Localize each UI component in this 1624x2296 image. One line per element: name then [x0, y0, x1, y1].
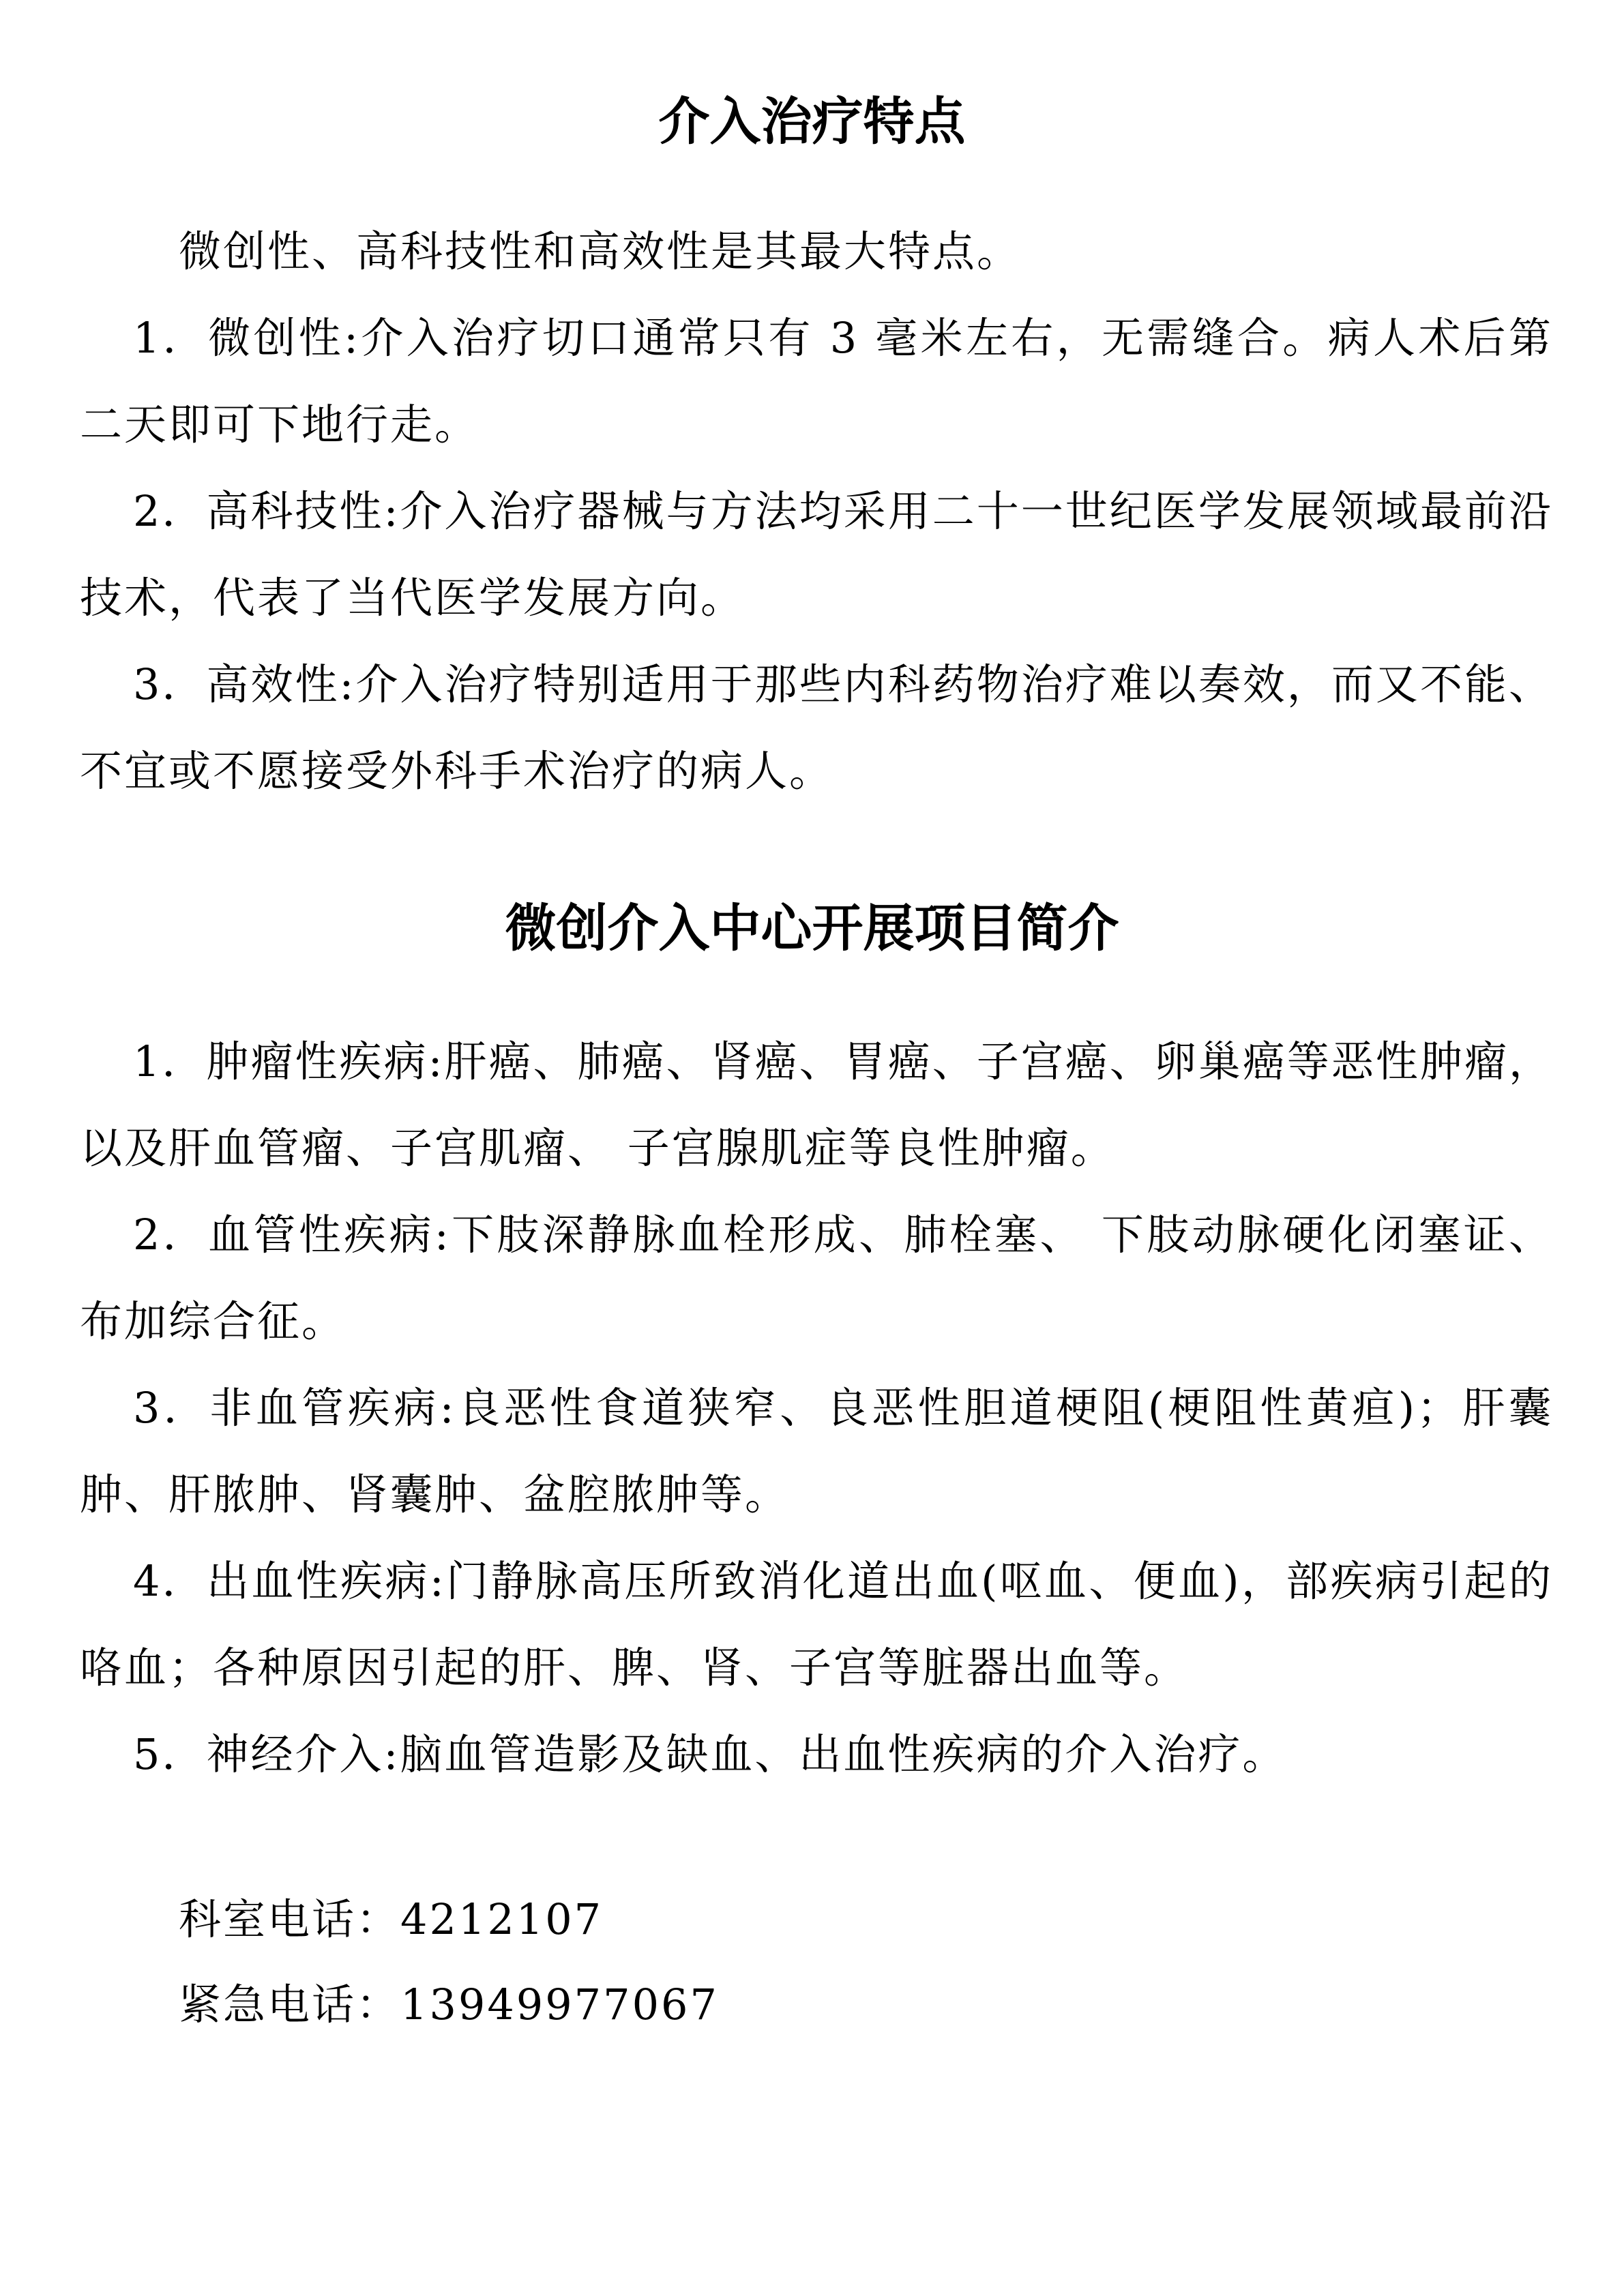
feature-item-high-tech: 2．高科技性:介入治疗器械与方法均采用二十一世纪医学发展领域最前沿技术，代表了当代医学发展方向。	[80, 486, 1553, 623]
project-item-hemorrhagic: 4．出血性疾病:门静脉高压所致消化道出血(呕血、便血)，部疾病引起的咯血；各种原因引起的肝、脾、肾、子宫等脏器出血等。	[80, 1556, 1553, 1693]
project-item-neuro: 5．神经介入:脑血管造影及缺血、出血性疾病的介入治疗。	[133, 1729, 1287, 1779]
project-item-tumor: 1．肿瘤性疾病:肝癌、肺癌、肾癌、胃癌、子宫癌、卵巢癌等恶性肿瘤，以及肝血管瘤、子宫肌瘤、 子宫腺肌症等良性肿瘤。	[80, 1037, 1553, 1173]
office-phone: 科室电话：4212107	[179, 1894, 604, 1944]
feature-item-minimally-invasive: 1．微创性:介入治疗切口通常只有 3 毫米左右，无需缝合。病人术后第二天即可下地行走。	[80, 313, 1553, 449]
feature-item-high-efficiency: 3．高效性:介入治疗特别适用于那些内科药物治疗难以奏效，而又不能、不宜或不愿接受外科手术治疗的病人。	[80, 659, 1553, 796]
section-title-projects: 微创介入中心开展项目简介	[505, 898, 1119, 958]
project-item-vascular: 2．血管性疾病:下肢深静脉血栓形成、肺栓塞、 下肢动脉硬化闭塞证、布加综合征。	[80, 1210, 1553, 1346]
project-item-nonvascular: 3．非血管疾病:良恶性食道狭窄、良恶性胆道梗阻(梗阻性黄疸)；肝囊肿、肝脓肿、肾囊肿、盆腔脓肿等。	[80, 1383, 1553, 1519]
section-title-features: 介入治疗特点	[658, 91, 966, 151]
emergency-phone: 紧急电话：13949977067	[179, 1980, 719, 2029]
features-intro: 微创性、高科技性和高效性是其最大特点。	[179, 226, 1022, 276]
